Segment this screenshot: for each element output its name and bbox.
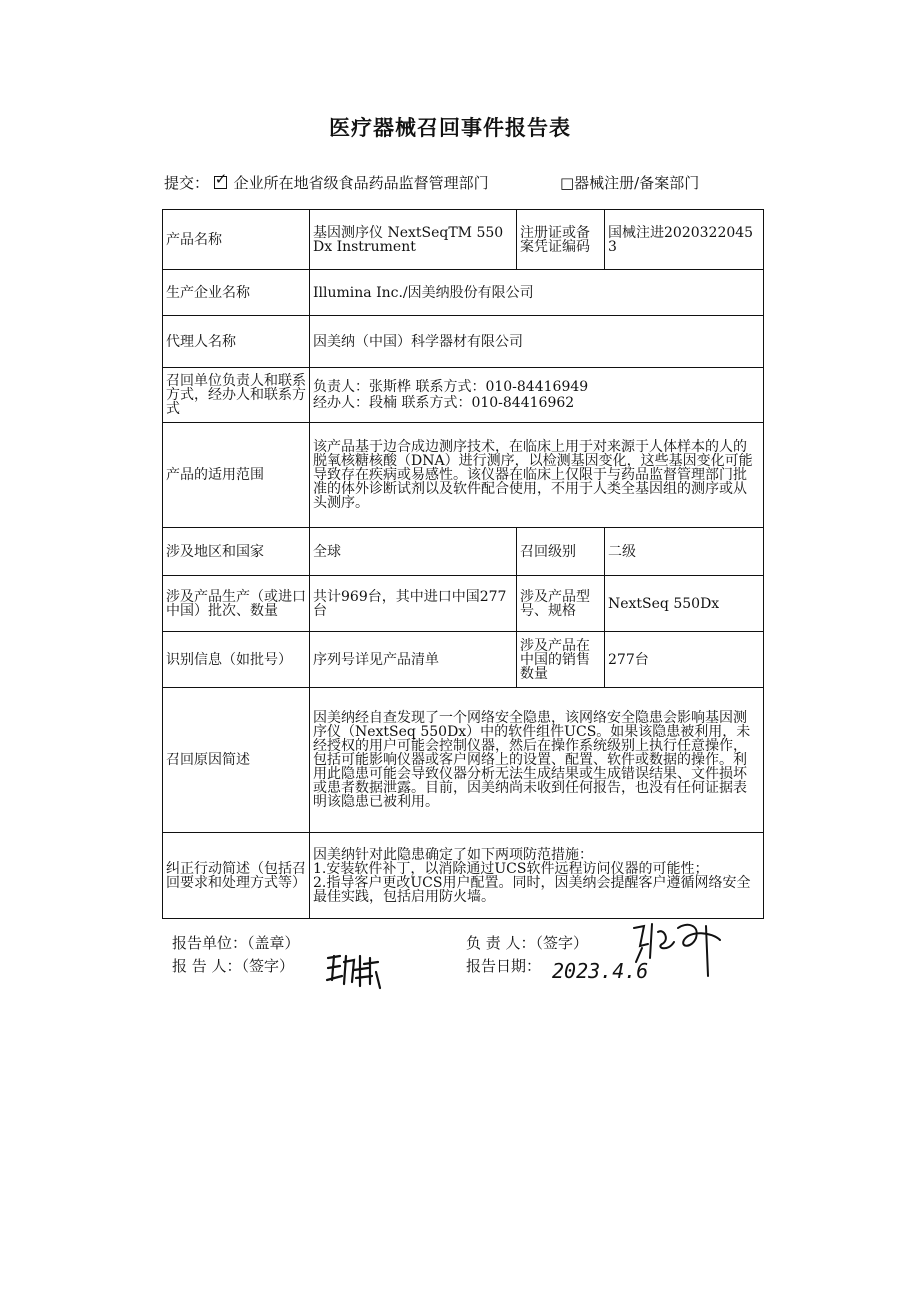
label-reason: 召回原因简述 <box>163 688 310 833</box>
value-action <box>310 833 764 919</box>
value-model: NextSeq 550Dx <box>605 576 764 632</box>
row-action <box>163 833 764 919</box>
row-agent <box>163 316 764 368</box>
label-action: 纠正行动简述（包括召回要求和处理方式等） <box>163 833 310 919</box>
label-batch: 涉及产品生产（或进口中国）批次、数量 <box>163 576 310 632</box>
action-item-1: 1.安装软件补丁，以消除通过UCS软件远程访问仪器的可能性； <box>313 860 709 877</box>
row-contact <box>163 368 764 423</box>
row-ident <box>163 632 764 688</box>
value-region: 全球 <box>310 528 517 576</box>
reporter-signature <box>324 950 384 992</box>
value-recall-level: 二级 <box>605 528 764 576</box>
label-product-name: 产品名称 <box>163 210 310 270</box>
label-ident: 识别信息（如批号） <box>163 632 310 688</box>
value-ident: 序列号详见产品清单 <box>310 632 517 688</box>
checkbox-provincial[interactable] <box>214 176 227 189</box>
row-product-name <box>163 210 764 270</box>
submit-label: 提交： <box>164 174 210 192</box>
recall-report-table <box>162 209 764 919</box>
submit-option-registration: □器械注册/备案部门 <box>560 174 700 192</box>
value-reason: 因美纳经自查发现了一个网络安全隐患，该网络安全隐患会影响基因测序仪（NextSeq 550Dx）中的软件组件UCS。如果该隐患被利用，未经授权的用户可能会控制仪器，然后在操作系统级别上执行任意操作，包括可能影响仪器或客户网络上的设置、配置、软件或数据的操作。利用此隐患可能会导致仪器分析无法生成结果或生成错误结果、文件损坏或患者数据泄露。目前，因美纳尚未收到任何报告，也没有任何证据表明该隐患已被利用。 <box>310 688 764 833</box>
value-agent: 因美纳（中国）科学器材有限公司 <box>310 316 764 368</box>
row-scope <box>163 423 764 528</box>
row-region <box>163 528 764 576</box>
label-sales: 涉及产品在中国的销售数量 <box>517 632 605 688</box>
contact-responsible: 负责人：张斯桦 联系方式：010-84416949 <box>313 379 589 395</box>
value-registration-code: 国械注进20203220453 <box>605 210 764 270</box>
footer-date-label: 报告日期： <box>466 957 542 975</box>
value-sales: 277台 <box>605 632 764 688</box>
value-contact <box>310 368 764 423</box>
footer-responsible: 负 责 人：（签字） <box>466 934 589 952</box>
value-product-name: 基因测序仪 NextSeqTM 550Dx Instrument <box>310 210 517 270</box>
label-registration-code: 注册证或备案凭证编码 <box>517 210 605 270</box>
action-intro: 因美纳针对此隐患确定了如下两项防范措施： <box>313 846 593 863</box>
row-manufacturer <box>163 270 764 316</box>
value-scope: 该产品基于边合成边测序技术，在临床上用于对来源于人体样本的人的脱氧核糖核酸（DNA）进行测序，以检测基因变化，这些基因变化可能导致存在疾病或易感性。该仪器在临床上仅限于与药品监督管理部门批准的体外诊断试剂以及软件配合使用，不用于人类全基因组的测序或从头测序。 <box>310 423 764 528</box>
label-model: 涉及产品型号、规格 <box>517 576 605 632</box>
label-contact: 召回单位负责人和联系方式，经办人和联系方式 <box>163 368 310 423</box>
value-manufacturer: Illumina Inc./因美纳股份有限公司 <box>310 270 764 316</box>
footer-report-unit: 报告单位：（盖章） <box>172 934 300 952</box>
report-date-handwritten <box>548 954 668 986</box>
submit-line <box>164 172 764 193</box>
label-manufacturer: 生产企业名称 <box>163 270 310 316</box>
footer-reporter: 报 告 人：（签字） <box>172 957 295 975</box>
label-region: 涉及地区和国家 <box>163 528 310 576</box>
contact-handler: 经办人：段楠 联系方式：010-84416962 <box>313 395 575 411</box>
label-scope: 产品的适用范围 <box>163 423 310 528</box>
report-date-value: 2023.4.6 <box>552 959 649 983</box>
action-item-2: 2.指导客户更改UCS用户配置。同时，因美纳会提醒客户遵循网络安全最佳实践，包括启用防火墙。 <box>313 874 751 905</box>
row-reason <box>163 688 764 833</box>
form-title: 医疗器械召回事件报告表 <box>329 115 571 140</box>
label-agent: 代理人名称 <box>163 316 310 368</box>
submit-option-provincial: 企业所在地省级食品药品监督管理部门 <box>233 174 489 192</box>
row-batch <box>163 576 764 632</box>
value-batch: 共计969台，其中进口中国277台 <box>310 576 517 632</box>
label-recall-level: 召回级别 <box>517 528 605 576</box>
